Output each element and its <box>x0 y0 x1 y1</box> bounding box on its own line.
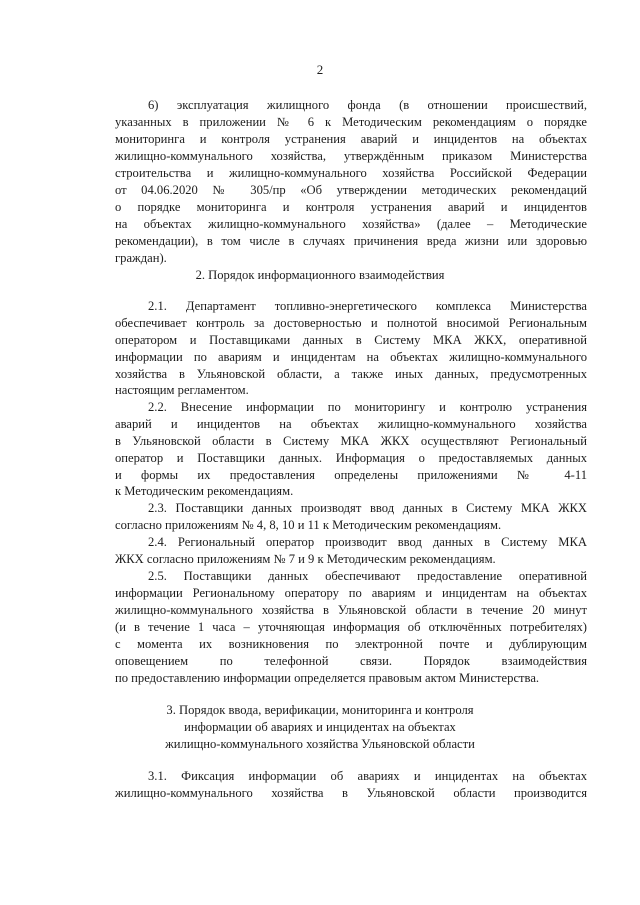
paragraph-3-1-line-1: 3.1. Фиксация информации об авариях и инцидентах на объектах <box>148 769 587 783</box>
paragraph-2-3-line-1: 2.3. Поставщики данных производят ввод данных в Систему МКА ЖКХ <box>148 501 587 515</box>
paragraph-2-1-line-5: хозяйства в Ульяновской области, а также иных данных, предусмотренных <box>115 367 587 381</box>
paragraph-2-4-line-2: ЖКХ согласно приложениям № 7 и 9 к Методическим рекомендациям. <box>115 552 496 566</box>
paragraph-2-1-line-2: обеспечивает контроль за достоверностью и полнотой вносимой Региональным <box>115 316 587 330</box>
section-2-title: 2. Порядок информационного взаимодействия <box>195 268 445 282</box>
paragraph-2-5-line-4: (и в течение 1 часа – уточняющая информация об отключённых потребителях) <box>115 620 587 634</box>
paragraph-2-2-line-6: к Методическим рекомендациям. <box>115 484 294 498</box>
paragraph-2-5-line-7: по предоставлению информации определяется правовым актом Министерства. <box>115 671 540 685</box>
paragraph-2-2-line-2: аварий и инцидентов на объектах жилищно-коммунального хозяйства <box>115 417 587 431</box>
paragraph-2-4-line-1: 2.4. Региональный оператор производит ввод данных в Систему МКА <box>148 535 587 549</box>
paragraph-2-1-line-6: настоящим регламентом. <box>115 383 249 397</box>
section-3-title-line-2: информации об авариях и инцидентах на объектах <box>184 720 456 734</box>
paragraph-6-line-2: указанных в приложении № 6 к Методическим рекомендациям о порядке <box>115 115 587 129</box>
paragraph-6-line-4: жилищно-коммунального хозяйства, утверждённым приказом Министерства <box>115 149 587 163</box>
paragraph-2-3-line-2: согласно приложениям № 4, 8, 10 и 11 к Методическим рекомендациям. <box>115 518 502 532</box>
paragraph-6-line-3: мониторинга и контроля устранения аварий и инцидентов на объектах <box>115 132 587 146</box>
paragraph-6-line-8: на объектах жилищно-коммунального хозяйства» (далее – Методические <box>115 217 587 231</box>
paragraph-2-2-line-5: и формы их предоставления определены приложениями № 4-11 <box>115 468 587 482</box>
paragraph-2-1-line-3: оператором и Поставщиками данных в Систему МКА ЖКХ, оперативной <box>115 333 587 347</box>
paragraph-2-5-line-6: оповещением по телефонной связи. Порядок взаимодействия <box>115 654 587 668</box>
paragraph-6-line-6: от 04.06.2020 № 305/пр «Об утверждении методических рекомендаций <box>115 183 587 197</box>
paragraph-2-5-line-5: с момента их возникновения по электронной почте и дублирующим <box>115 637 587 651</box>
paragraph-6-line-10: граждан). <box>115 251 167 265</box>
paragraph-2-1-line-4: информации по авариям и инцидентам на объектах жилищно-коммунального <box>115 350 587 364</box>
paragraph-6-line-7: о порядке мониторинга и контроля устранения аварий и инцидентов <box>115 200 587 214</box>
paragraph-2-1-line-1: 2.1. Департамент топливно-энергетического комплекса Министерства <box>148 299 587 313</box>
page-number: 2 <box>316 62 324 77</box>
paragraph-2-2-line-3: в Ульяновской области в Систему МКА ЖКХ осуществляют Региональный <box>115 434 587 448</box>
section-3-title-line-3: жилищно-коммунального хозяйства Ульяновской области <box>165 737 475 751</box>
paragraph-3-1-line-2: жилищно-коммунального хозяйства в Ульяновской области производится <box>115 786 587 800</box>
paragraph-6-line-1: 6) эксплуатация жилищного фонда (в отношении происшествий, <box>148 98 587 112</box>
paragraph-2-5-line-3: жилищно-коммунального хозяйства в Ульяновской области в течение 20 минут <box>115 603 587 617</box>
section-3-title-line-1: 3. Порядок ввода, верификации, мониторинга и контроля <box>166 703 474 717</box>
paragraph-2-2-line-1: 2.2. Внесение информации по мониторингу и контролю устранения <box>148 400 587 414</box>
paragraph-2-2-line-4: оператор и Поставщики данных. Информация о предоставляемых данных <box>115 451 587 465</box>
paragraph-6-line-9: рекомендации), в том числе в случаях причинения вреда жизни или здоровью <box>115 234 587 248</box>
paragraph-2-5-line-2: информации Региональному оператору по авариям и инцидентам на объектах <box>115 586 587 600</box>
paragraph-6-line-5: строительства и жилищно-коммунального хозяйства Российской Федерации <box>115 166 587 180</box>
paragraph-2-5-line-1: 2.5. Поставщики данных обеспечивают предоставление оперативной <box>148 569 587 583</box>
